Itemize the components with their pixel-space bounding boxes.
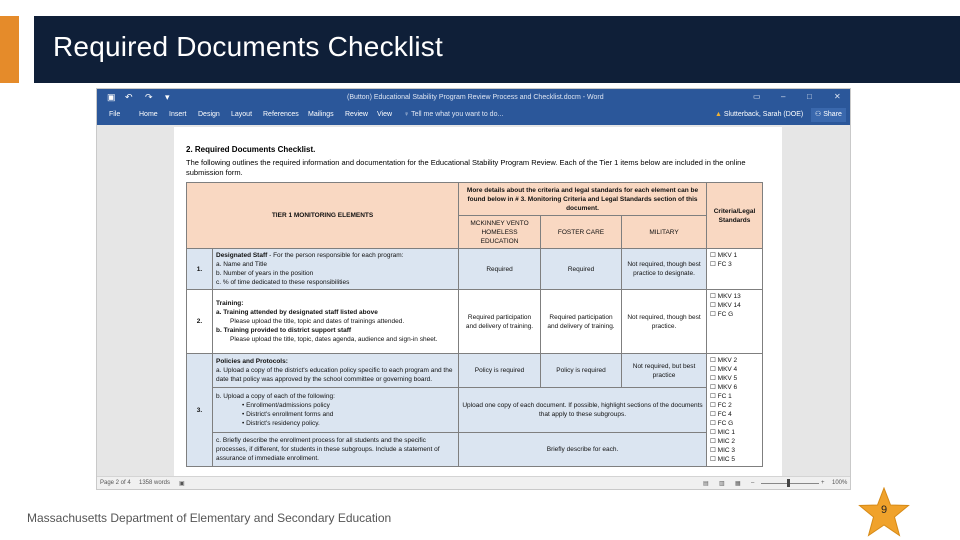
table-row [187, 388, 763, 432]
page-number: 9 [880, 504, 888, 516]
row-item: a. Training attended by designated staff listed above [216, 309, 378, 316]
slide-title: Required Documents Checklist [53, 31, 443, 62]
tab-design[interactable]: Design [198, 111, 220, 118]
cell-mil: Not required, though best practice to designate. [622, 249, 707, 290]
row-title: Designated Staff [216, 252, 268, 259]
tab-home[interactable]: Home [139, 111, 158, 118]
status-bar [97, 476, 850, 489]
zoom-slider[interactable] [761, 483, 819, 484]
row-title: Training: [216, 300, 244, 307]
criteria-checkbox[interactable]: ☐ MKV 1 [710, 252, 738, 259]
bullet-item: • Enrollment/admissions policy [242, 401, 330, 409]
row-item: c. % of time dedicated to these responsibilities [216, 279, 350, 286]
criteria-checkbox[interactable]: ☐ MKV 6 [710, 384, 738, 391]
table-row [187, 354, 763, 388]
cell-merged-note: Briefly describe for each. [459, 432, 707, 466]
cell-mv: Policy is required [459, 354, 541, 388]
row-number: 1. [187, 249, 213, 290]
cell-mv: Required participation and delivery of training. [459, 290, 541, 354]
share-button[interactable] [811, 108, 846, 122]
doc-intro: The following outlines the required information and documentation for the Educational Stability Program Review. Each of the Tier 1 items below are included in the online submission form. [186, 158, 746, 177]
col-mckinney-vento: MCKINNEY VENTO HOMELESS EDUCATION [459, 216, 541, 249]
row-element [213, 388, 459, 432]
row-subitem: Please upload the title, topic, dates agenda, audience and sign-in sheet. [230, 336, 438, 343]
row-item: a. Name and Title [216, 261, 267, 268]
document-title: (Button) Educational Stability Program Review Process and Checklist.docm - Word [347, 94, 604, 101]
tier-header: TIER 1 MONITORING ELEMENTS [187, 183, 459, 249]
cell-fc: Required [541, 249, 622, 290]
row-element [213, 354, 459, 388]
row-title: Policies and Protocols: [216, 358, 288, 366]
word-window [96, 88, 851, 490]
customize-icon[interactable]: ▾ [165, 92, 170, 102]
criteria-checkbox[interactable]: ☐ MKV 2 [710, 357, 738, 364]
row-element [213, 290, 459, 354]
row-item: b. Upload a copy of each of the following: [216, 392, 335, 400]
row-number: 2. [187, 290, 213, 354]
table-row [187, 290, 763, 354]
proofing-icon[interactable]: ▣ [179, 481, 185, 487]
row-subitem: Please upload the title, topic and dates of trainings attended. [230, 318, 405, 325]
criteria-checkbox[interactable]: ☐ MIC 1 [710, 429, 735, 436]
cell-mv: Required [459, 249, 541, 290]
ribbon-display-icon[interactable]: ▭ [753, 92, 761, 101]
close-icon[interactable]: ✕ [834, 92, 841, 101]
document-page[interactable] [174, 127, 782, 477]
row-number: 3. [187, 354, 213, 467]
criteria-checkbox[interactable]: ☐ MIC 5 [710, 456, 735, 463]
col-foster-care: FOSTER CARE [541, 216, 622, 249]
web-layout-icon[interactable]: ▦ [735, 481, 741, 487]
criteria-cell [707, 354, 763, 467]
tab-review[interactable]: Review [345, 111, 368, 118]
criteria-checkbox[interactable]: ☐ FC 4 [710, 411, 732, 418]
criteria-header: Criteria/Legal Standards [707, 183, 763, 249]
bullet-text: Enrollment/admissions policy [246, 401, 330, 409]
tab-mailings[interactable]: Mailings [308, 111, 334, 118]
row-item: a. Upload a copy of the district's education policy specific to each program and the date that policy was approved by the school committee or governing board. [216, 367, 453, 384]
row-item: b. Number of years in the position [216, 270, 314, 277]
table-row [187, 249, 763, 290]
read-mode-icon[interactable]: ▤ [703, 481, 709, 487]
col-military: MILITARY [622, 216, 707, 249]
criteria-checkbox[interactable]: ☐ MIC 3 [710, 447, 735, 454]
title-accent-bar [0, 16, 19, 83]
table-row [187, 432, 763, 466]
ribbon-tabs [97, 106, 850, 125]
cell-mil: Not required, though best practice. [622, 290, 707, 354]
lightbulb-icon: ♀ [404, 111, 412, 118]
account-name-text: Slutterback, Sarah (DOE) [723, 111, 804, 118]
criteria-checkbox[interactable]: ☐ MKV 4 [710, 366, 738, 373]
row-item: b. Training provided to district support staff [216, 327, 352, 334]
redo-icon[interactable]: ↷ [145, 92, 153, 102]
criteria-checkbox[interactable]: ☐ MKV 14 [710, 302, 741, 309]
bullet-item: • District's residency policy. [242, 419, 320, 427]
criteria-checkbox[interactable]: ☐ FC G [710, 420, 734, 427]
criteria-checkbox[interactable]: ☐ MKV 13 [710, 293, 741, 300]
undo-icon[interactable]: ↶ [125, 92, 133, 102]
row-item: c. Briefly describe the enrollment process for all students and the specific processes, if different, for students in these subgroups. Include a statement of assurance of immediate enrollment. [216, 436, 440, 462]
warning-icon: ▲ [715, 111, 724, 118]
zoom-slider-handle[interactable] [787, 479, 790, 487]
zoom-in-icon[interactable]: + [821, 480, 825, 486]
tab-insert[interactable]: Insert [169, 111, 187, 118]
checklist-table [186, 182, 763, 467]
row-element [213, 249, 459, 290]
status-words[interactable]: 1358 words [139, 480, 171, 486]
row-title-rest: - For the person responsible for each program: [267, 252, 404, 259]
footer-organization: Massachusetts Department of Elementary and Secondary Education [27, 511, 392, 525]
criteria-checkbox[interactable]: ☐ FC G [710, 311, 734, 318]
details-header: More details about the criteria and legal standards for each element can be found below in # 3. Monitoring Criteria and Legal Standards section of this document. [459, 183, 707, 216]
criteria-cell [707, 290, 763, 354]
tell-me-text: Tell me what you want to do... [411, 111, 504, 118]
cell-merged-note: Upload one copy of each document. If possible, highlight sections of the documents that apply to these subgroups. [459, 388, 707, 432]
maximize-icon[interactable]: □ [807, 92, 812, 101]
zoom-out-icon[interactable]: – [751, 480, 755, 486]
criteria-cell [707, 249, 763, 290]
status-page[interactable]: Page 2 of 4 [100, 480, 131, 486]
criteria-checkbox[interactable]: ☐ MKV 5 [710, 375, 738, 382]
cell-fc: Required participation and delivery of training. [541, 290, 622, 354]
account-name[interactable] [715, 111, 803, 118]
bullet-item: • District's enrollment forms and [242, 410, 334, 418]
save-icon[interactable]: ▣ [107, 92, 116, 102]
tab-references[interactable]: References [263, 111, 299, 118]
bullet-text: District's residency policy. [246, 419, 320, 427]
title-bar [34, 16, 960, 83]
tab-view[interactable]: View [377, 111, 393, 118]
table-header-row [187, 183, 763, 216]
criteria-checkbox[interactable]: ☐ FC 2 [710, 402, 732, 409]
minimize-icon[interactable]: – [781, 92, 786, 101]
tab-file[interactable]: File [109, 111, 121, 118]
person-icon: ⚇ [815, 111, 824, 118]
cell-mil: Not required, but best practice [622, 354, 707, 388]
tab-layout[interactable]: Layout [231, 111, 253, 118]
share-label: Share [823, 111, 842, 118]
quick-access-toolbar [97, 89, 850, 106]
bullet-text: District's enrollment forms and [246, 410, 334, 418]
cell-fc: Policy is required [541, 354, 622, 388]
criteria-checkbox[interactable]: ☐ FC 1 [710, 393, 732, 400]
row-element [213, 432, 459, 466]
criteria-checkbox[interactable]: ☐ MIC 2 [710, 438, 735, 445]
print-layout-icon[interactable]: ▥ [719, 481, 725, 487]
doc-heading: 2. Required Documents Checklist. [186, 145, 316, 154]
criteria-checkbox[interactable]: ☐ FC 3 [710, 261, 732, 268]
zoom-level[interactable]: 100% [832, 480, 848, 486]
tell-me-box[interactable] [404, 111, 503, 118]
